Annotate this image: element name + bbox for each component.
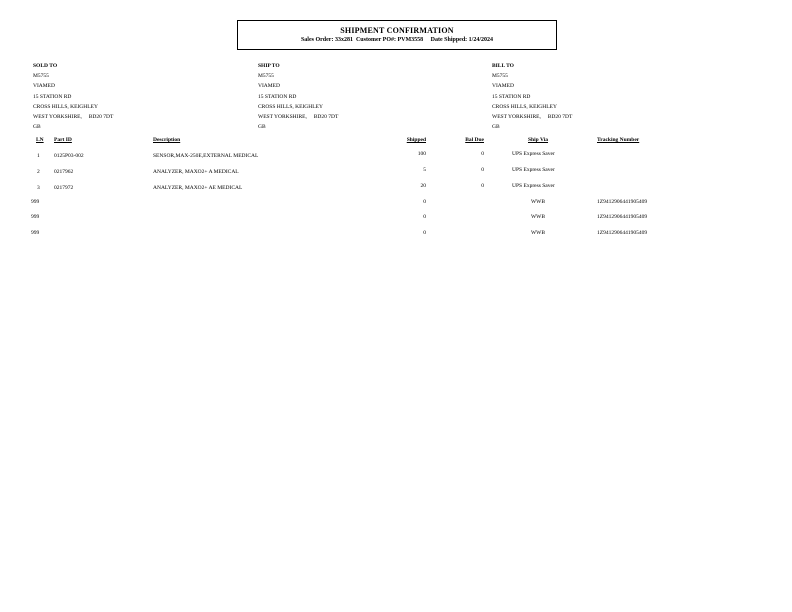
cell-shipped: 5 bbox=[423, 167, 426, 173]
cell-bal-due: 0 bbox=[481, 151, 484, 157]
cell-part-id: 0217962 bbox=[54, 169, 74, 175]
bill-to-line: M5755 bbox=[492, 73, 508, 80]
col-header-tracking-number: Tracking Number bbox=[597, 137, 640, 143]
cell-tracking-number: 1Z9412906441905409 bbox=[597, 230, 648, 236]
cell-description: ANALYZER, MAXO2+ A MEDICAL bbox=[153, 169, 239, 175]
cell-ln: 1 bbox=[37, 153, 40, 159]
cell-ship-via: WWB bbox=[530, 214, 546, 220]
cell-description: SENSOR,MAX-250E,EXTERNAL MEDICAL bbox=[153, 153, 259, 159]
cell-shipped: 100 bbox=[417, 151, 426, 157]
col-header-description: Description bbox=[153, 137, 181, 143]
cell-ship-via: UPS Express Saver bbox=[512, 167, 555, 173]
cell-shipped: 0 bbox=[423, 214, 426, 220]
col-header-part-id: Part ID bbox=[54, 137, 72, 143]
cell-part-id: 0217972 bbox=[54, 185, 74, 191]
sold-to-line: CROSS HILLS, KEIGHLEY bbox=[33, 103, 98, 110]
cell-ln: 999 bbox=[31, 230, 40, 236]
cell-tracking-number: 1Z9412906441905409 bbox=[597, 199, 648, 205]
cell-ship-via: UPS Express Saver bbox=[512, 151, 555, 157]
order-summary: Sales Order: 33x281 Customer PO#: PVM3558 Date Shipped: 1/24/2024 bbox=[300, 37, 494, 43]
sold-to-line: GB bbox=[33, 124, 41, 131]
cell-description: ANALYZER, MAXO2+ AE MEDICAL bbox=[153, 185, 243, 191]
sold-to-line: 15 STATION RD bbox=[33, 93, 72, 100]
cell-ln: 3 bbox=[37, 185, 40, 191]
cell-ship-via: UPS Express Saver bbox=[512, 183, 555, 189]
bill-to-line: VIAMED bbox=[492, 83, 514, 90]
cell-ship-via: WWB bbox=[530, 199, 546, 205]
document-header bbox=[237, 20, 557, 50]
sold-to-block bbox=[33, 61, 113, 132]
bill-to-line: CROSS HILLS, KEIGHLEY bbox=[492, 103, 557, 110]
ship-to-line: GB bbox=[258, 124, 266, 131]
document-title: SHIPMENT CONFIRMATION bbox=[340, 26, 454, 35]
sold-to-line: WEST YORKSHIRE, BD20 7DT bbox=[33, 114, 114, 121]
ship-to-line: VIAMED bbox=[258, 83, 280, 90]
col-header-bal-due: Bal Due bbox=[465, 137, 484, 143]
ship-to-line: 15 STATION RD bbox=[258, 93, 297, 100]
cell-bal-due: 0 bbox=[481, 167, 484, 173]
ship-to-line: M5755 bbox=[258, 73, 274, 80]
cell-bal-due: 0 bbox=[481, 183, 484, 189]
ship-to-line: CROSS HILLS, KEIGHLEY bbox=[258, 103, 323, 110]
cell-tracking-number: 1Z9412906441905409 bbox=[597, 214, 648, 220]
ship-to-line: WEST YORKSHIRE, BD20 7DT bbox=[258, 114, 339, 121]
bill-to-line: GB bbox=[492, 124, 500, 131]
col-header-shipped: Shipped bbox=[406, 137, 426, 143]
cell-shipped: 0 bbox=[423, 199, 426, 205]
cell-shipped: 20 bbox=[420, 183, 426, 189]
col-header-ln: LN bbox=[36, 137, 44, 143]
ship-to-block bbox=[258, 61, 338, 132]
cell-ln: 999 bbox=[31, 214, 40, 220]
bill-to-line: 15 STATION RD bbox=[492, 93, 531, 100]
sold-to-line: VIAMED bbox=[33, 83, 55, 90]
cell-part-id: 0125P03-002 bbox=[54, 153, 84, 159]
cell-ln: 2 bbox=[37, 169, 40, 175]
sold-to-line: M5755 bbox=[33, 73, 49, 80]
sold-to-label: SOLD TO bbox=[33, 63, 58, 69]
bill-to-block bbox=[492, 61, 572, 132]
cell-ship-via: WWB bbox=[530, 230, 546, 236]
cell-shipped: 0 bbox=[423, 230, 426, 236]
cell-ln: 999 bbox=[31, 199, 40, 205]
col-header-ship-via: Ship Via bbox=[527, 137, 549, 143]
bill-to-line: WEST YORKSHIRE, BD20 7DT bbox=[492, 114, 573, 121]
ship-to-label: SHIP TO bbox=[258, 63, 280, 69]
bill-to-label: BILL TO bbox=[492, 63, 514, 69]
